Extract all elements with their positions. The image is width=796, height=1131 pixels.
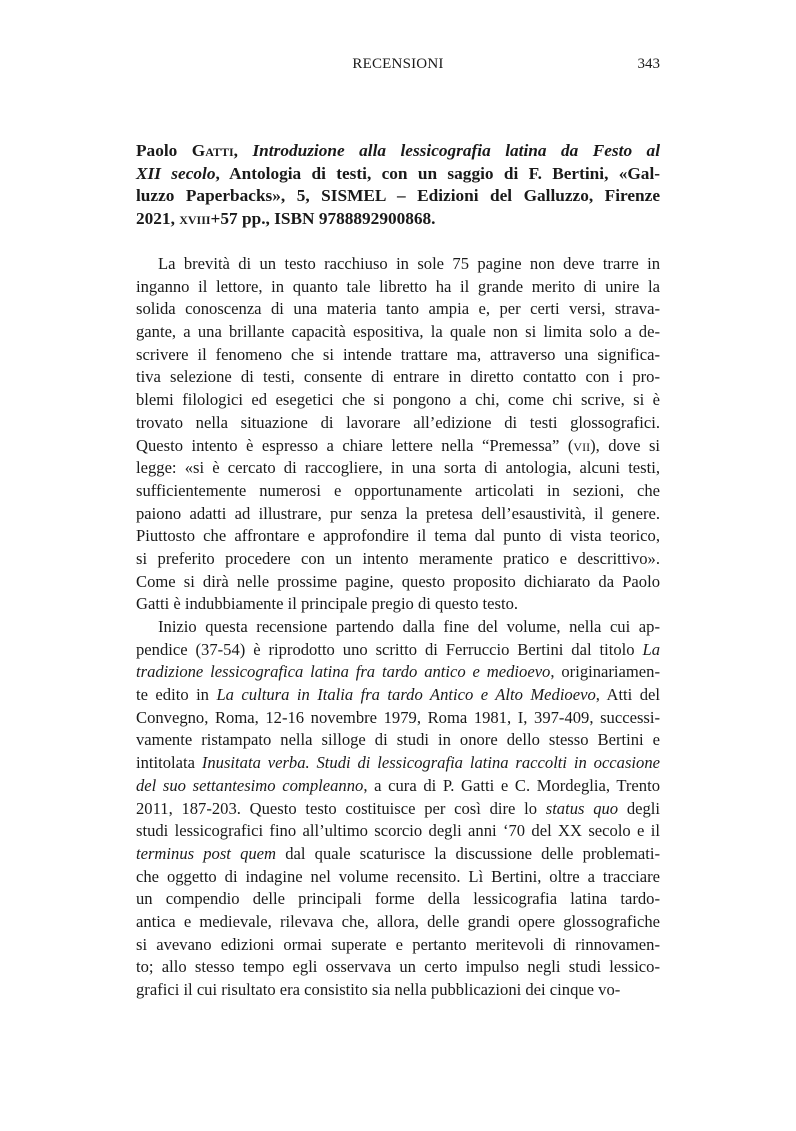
- text-run: gante, a una brillante capacità espositiva, la quale non si limita solo a de-: [136, 322, 660, 342]
- text-run: solida conoscenza di una materia tanto ampia e, per certi versi, strava-: [136, 299, 660, 319]
- text-line: [136, 503, 660, 526]
- text-line: [136, 798, 660, 821]
- text-line: [136, 866, 660, 889]
- italic-text-run: del suo settantesimo compleanno: [136, 775, 364, 795]
- text-line: [136, 707, 660, 730]
- text-run: tiva selezione di testi, consente di entrare in diretto contatto con i pro-: [136, 367, 660, 387]
- text-run: vamente ristampato nella silloge di studi in onore dello stesso Bertini e: [136, 730, 660, 750]
- italic-text-run: XII secolo: [136, 163, 216, 183]
- heading-line: [136, 208, 660, 231]
- text-line: [136, 843, 660, 866]
- text-run: , a cura di P. Gatti e C. Mordeglia, Trento: [363, 775, 660, 795]
- italic-text-run: terminus post quem: [136, 843, 277, 863]
- text-run: pendice (37-54) è riprodotto uno scritto di Ferruccio Bertini dal titolo: [136, 639, 643, 659]
- italic-text-run: La: [642, 639, 660, 659]
- text-line: [136, 525, 660, 548]
- text-line: [136, 661, 660, 684]
- text-run: che oggetto di indagine nel volume recensito. Lì Bertini, oltre a tracciare: [136, 866, 660, 886]
- paragraph: [136, 616, 660, 1002]
- review-body: [136, 253, 660, 1002]
- text-run: Paolo G: [136, 141, 206, 160]
- small-caps-text-run: xviii: [179, 209, 211, 229]
- small-caps-text-run: vii: [573, 435, 591, 455]
- heading-line: [136, 185, 660, 208]
- text-line: [136, 934, 660, 957]
- text-line: [136, 684, 660, 707]
- text-line: [136, 752, 660, 775]
- text-run: paiono adatti ad illustrare, pur senza la pretesa dell’esaustività, il genere.: [136, 503, 660, 523]
- paragraph: [136, 253, 660, 616]
- italic-text-run: status quo: [545, 798, 619, 818]
- text-line: [136, 888, 660, 911]
- text-line: [136, 820, 660, 843]
- text-run: sufficientemente numerosi e opportunamente articolati in sezioni, che: [136, 480, 660, 500]
- text-run: antica e medievale, rilevava che, allora, delle grandi opere glossografiche: [136, 911, 660, 931]
- text-run: Questo intento è espresso a chiare lettere nella “Premessa” (: [136, 435, 574, 455]
- page-header: [136, 56, 660, 78]
- text-line: [136, 298, 660, 321]
- text-line: [136, 979, 660, 1002]
- text-line: [136, 639, 660, 662]
- text-run: grafici il cui risultato era consistito sia nella pubblicazioni dei cinque vo-: [136, 980, 621, 999]
- text-run: , originariamen-: [550, 662, 660, 682]
- text-run: intitolata: [136, 753, 202, 773]
- text-run: si preferito procedere con un intento meramente pratico e descrittivo».: [136, 548, 660, 568]
- text-run: ,: [233, 141, 253, 160]
- text-line: [136, 548, 660, 571]
- running-head: RECENSIONI: [352, 56, 444, 72]
- small-caps-text-run: atti: [205, 141, 234, 160]
- text-run: Come si dirà nelle prossime pagine, questo proposito dichiarato da Paolo: [136, 571, 660, 591]
- text-run: un compendio delle principali forme della lessicografia latina tardo-: [136, 889, 660, 909]
- text-run: , Antologia di testi, con un saggio di F. Bertini, «Gal-: [215, 163, 660, 183]
- text-line: [136, 911, 660, 934]
- text-line: [136, 344, 660, 367]
- text-run: te edito in: [136, 685, 217, 705]
- page-number: 343: [637, 56, 660, 72]
- text-line: [136, 457, 660, 480]
- text-run: Convegno, Roma, 12-16 novembre 1979, Roma 1981, I, 397-409, successi-: [136, 707, 660, 727]
- text-line: [136, 775, 660, 798]
- italic-text-run: Inusitata verba. Studi di lessicografia latina raccolti in occasione: [201, 753, 661, 773]
- text-run: +57 pp., ISBN 9788892900868.: [210, 209, 436, 229]
- text-run: degli: [618, 798, 660, 818]
- text-line: [136, 956, 660, 979]
- text-line: [136, 729, 660, 752]
- text-line: [136, 480, 660, 503]
- text-run: blemi filologici ed esegetici che si pongono a chi, come chi scrive, si è: [136, 390, 660, 410]
- text-run: legge: «si è cercato di raccogliere, in una sorta di antologia, alcuni testi,: [136, 458, 660, 478]
- text-run: dal quale scaturisce la discussione delle problemati-: [276, 843, 660, 863]
- heading-line: [136, 140, 660, 163]
- text-run: ), dove si: [590, 435, 661, 455]
- text-run: 2021,: [136, 209, 180, 229]
- text-line: [136, 321, 660, 344]
- heading-line: [136, 163, 660, 186]
- text-run: to; allo stesso tempo egli osservava un certo impulso negli studi lessico-: [136, 957, 660, 977]
- italic-text-run: tradizione lessicografica latina fra tardo antico e medioevo: [136, 662, 551, 682]
- italic-text-run: La cultura in Italia fra tardo Antico e Alto Medioevo: [216, 685, 596, 705]
- bibliographic-heading: [136, 140, 660, 231]
- text-run: si avevano edizioni ormai superate e pertanto meritevoli di rinnovamen-: [136, 934, 660, 954]
- text-run: , Atti del: [595, 685, 661, 705]
- text-line: [136, 412, 660, 435]
- text-line: [136, 253, 660, 276]
- italic-text-run: Introduzione alla lessicografia latina da Festo al: [252, 141, 660, 160]
- text-run: luzzo Paperbacks», 5, SISMEL – Edizioni del Galluzzo, Firenze: [136, 186, 660, 206]
- text-line: [136, 389, 660, 412]
- text-run: Gatti è indubbiamente il principale pregio di questo testo.: [136, 594, 519, 614]
- text-run: scrivere il fenomeno che si intende trattare ma, attraverso una significa-: [136, 344, 660, 364]
- text-run: studi lessicografici fino all’ultimo scorcio degli anni ‘70 del XX secolo e il: [136, 821, 660, 841]
- text-line: [136, 616, 660, 639]
- text-run: Piuttosto che affrontare e approfondire il tema dal punto di vista teorico,: [136, 526, 660, 546]
- text-line: [136, 593, 660, 616]
- text-run: La brevità di un testo racchiuso in sole 75 pagine non deve trarre in: [158, 254, 660, 273]
- text-line: [136, 276, 660, 299]
- text-run: trovato nella situazione di lavorare all’edizione di testi glossografici.: [136, 412, 660, 432]
- text-line: [136, 435, 660, 458]
- text-line: [136, 571, 660, 594]
- text-run: inganno il lettore, in quanto tale libretto ha il grande merito di unire la: [136, 276, 660, 296]
- text-line: [136, 366, 660, 389]
- text-run: 2011, 187-203. Questo testo costituisce per così dire lo: [136, 798, 546, 818]
- text-run: Inizio questa recensione partendo dalla fine del volume, nella cui ap-: [158, 617, 660, 636]
